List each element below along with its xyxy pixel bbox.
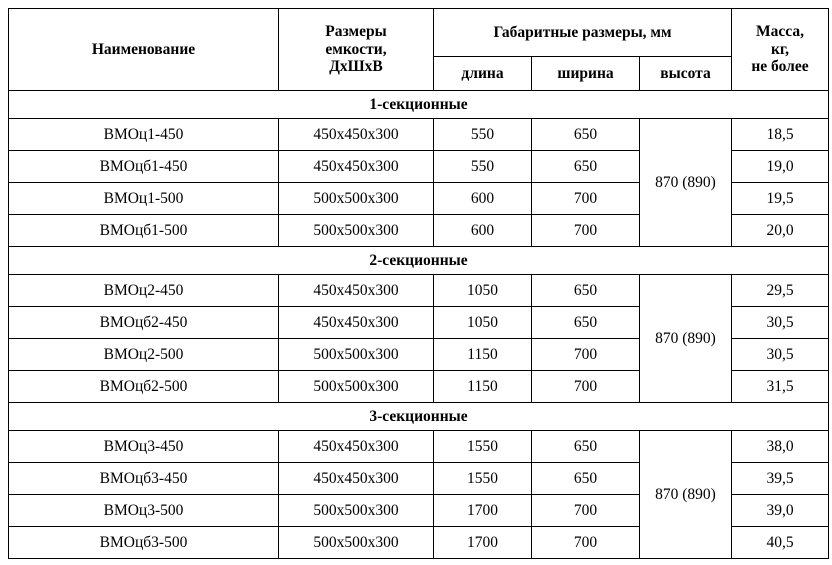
section-title: 3-секционные — [9, 403, 829, 431]
cell-name: ВМОц2-500 — [9, 339, 279, 371]
cell-length: 1150 — [434, 371, 532, 403]
table-row — [9, 119, 829, 151]
cell-capacity: 500х500х300 — [279, 527, 434, 559]
table-header — [9, 9, 829, 91]
cell-mass: 31,5 — [732, 371, 829, 403]
mass-header-line-2: кг, — [770, 40, 790, 58]
cell-mass: 19,0 — [732, 151, 829, 183]
cell-capacity: 450х450х300 — [279, 307, 434, 339]
section-title: 1-секционные — [9, 91, 829, 119]
table-row — [9, 431, 829, 463]
column-header-capacity — [279, 9, 434, 91]
cell-width: 700 — [532, 339, 640, 371]
capacity-header-line-1: Размеры — [325, 22, 387, 40]
mass-header-line-1: Масса, — [756, 22, 804, 40]
section-title-row — [9, 91, 829, 119]
table-row — [9, 275, 829, 307]
cell-width: 700 — [532, 527, 640, 559]
cell-width: 700 — [532, 495, 640, 527]
table-body — [9, 91, 829, 559]
cell-length: 1700 — [434, 527, 532, 559]
cell-length: 1050 — [434, 307, 532, 339]
section-title-row — [9, 403, 829, 431]
cell-name: ВМОцб1-500 — [9, 215, 279, 247]
cell-capacity: 450х450х300 — [279, 463, 434, 495]
cell-length: 1050 — [434, 275, 532, 307]
cell-length: 600 — [434, 215, 532, 247]
cell-height: 870 (890) — [640, 275, 732, 403]
cell-capacity: 450х450х300 — [279, 431, 434, 463]
cell-width: 650 — [532, 431, 640, 463]
cell-width: 700 — [532, 215, 640, 247]
cell-name: ВМОц1-500 — [9, 183, 279, 215]
cell-mass: 30,5 — [732, 307, 829, 339]
cell-name: ВМОц2-450 — [9, 275, 279, 307]
cell-mass: 20,0 — [732, 215, 829, 247]
cell-height: 870 (890) — [640, 119, 732, 247]
cell-mass: 19,5 — [732, 183, 829, 215]
cell-length: 1550 — [434, 463, 532, 495]
column-header-name: Наименование — [9, 9, 279, 91]
cell-capacity: 500х500х300 — [279, 183, 434, 215]
cell-mass: 30,5 — [732, 339, 829, 371]
cell-length: 550 — [434, 119, 532, 151]
cell-height: 870 (890) — [640, 431, 732, 559]
cell-name: ВМОцб3-450 — [9, 463, 279, 495]
specifications-table — [8, 8, 829, 559]
cell-mass: 38,0 — [732, 431, 829, 463]
cell-capacity: 450х450х300 — [279, 119, 434, 151]
cell-width: 650 — [532, 151, 640, 183]
cell-name: ВМОцб3-500 — [9, 527, 279, 559]
cell-name: ВМОц3-500 — [9, 495, 279, 527]
cell-width: 650 — [532, 275, 640, 307]
cell-capacity: 500х500х300 — [279, 215, 434, 247]
column-header-length: длина — [434, 57, 532, 91]
cell-width: 650 — [532, 119, 640, 151]
cell-mass: 39,5 — [732, 463, 829, 495]
cell-width: 700 — [532, 183, 640, 215]
cell-length: 550 — [434, 151, 532, 183]
column-header-mass — [732, 9, 829, 91]
cell-length: 1550 — [434, 431, 532, 463]
cell-mass: 40,5 — [732, 527, 829, 559]
cell-width: 650 — [532, 463, 640, 495]
cell-name: ВМОцб2-450 — [9, 307, 279, 339]
column-header-height: высота — [640, 57, 732, 91]
capacity-header-line-2: емкости, — [325, 40, 387, 58]
cell-capacity: 500х500х300 — [279, 495, 434, 527]
cell-capacity: 450х450х300 — [279, 275, 434, 307]
section-title-row — [9, 247, 829, 275]
cell-mass: 29,5 — [732, 275, 829, 307]
cell-name: ВМОцб1-450 — [9, 151, 279, 183]
cell-capacity: 500х500х300 — [279, 339, 434, 371]
column-header-width: ширина — [532, 57, 640, 91]
cell-mass: 39,0 — [732, 495, 829, 527]
cell-width: 650 — [532, 307, 640, 339]
cell-name: ВМОцб2-500 — [9, 371, 279, 403]
capacity-header-line-3: ДхШхВ — [329, 58, 383, 76]
column-header-overall-dimensions: Габаритные размеры, мм — [434, 9, 732, 57]
cell-width: 700 — [532, 371, 640, 403]
cell-length: 600 — [434, 183, 532, 215]
cell-capacity: 500х500х300 — [279, 371, 434, 403]
cell-mass: 18,5 — [732, 119, 829, 151]
cell-capacity: 450х450х300 — [279, 151, 434, 183]
cell-name: ВМОц1-450 — [9, 119, 279, 151]
cell-name: ВМОц3-450 — [9, 431, 279, 463]
header-row-primary — [9, 9, 829, 57]
cell-length: 1700 — [434, 495, 532, 527]
section-title: 2-секционные — [9, 247, 829, 275]
cell-length: 1150 — [434, 339, 532, 371]
mass-header-line-3: не более — [751, 58, 809, 76]
